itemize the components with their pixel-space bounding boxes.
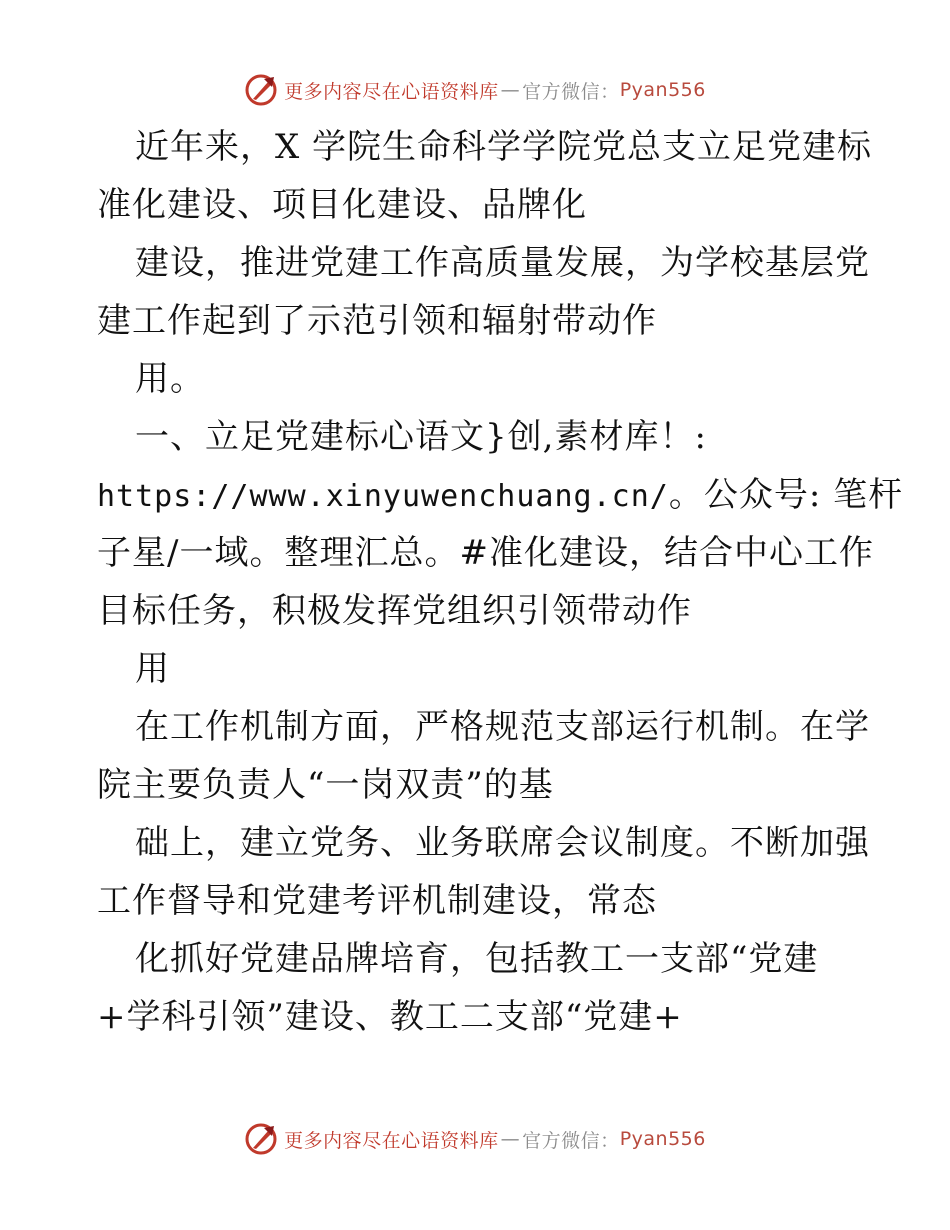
- section-heading-line: 一、立足党建标心语文}创,素材库！:: [135, 417, 707, 457]
- banner-wechat-label: 官方微信：: [522, 1129, 620, 1152]
- paragraph-line: 化抓好党建品牌培育，包括教工一支部“党建: [135, 939, 819, 979]
- header-banner: [0, 70, 950, 110]
- banner-separator: —: [500, 1128, 521, 1150]
- banner-wechat-label: 官方微信：: [522, 80, 620, 103]
- paragraph-line: 院主要负责人“一岗双责”的基: [97, 765, 554, 805]
- paragraph-line: 近年来，X 学院生命科学学院党总支立足党建标: [135, 127, 873, 167]
- paragraph-line: 建设，推进党建工作高质量发展，为学校基层党: [135, 243, 870, 283]
- paragraph-line: 础上，建立党务、业务联席会议制度。不断加强: [135, 823, 870, 863]
- banner-wechat-id: Pyan556: [619, 1128, 706, 1150]
- document-body: [97, 118, 904, 1046]
- paragraph-line: 用: [135, 649, 170, 689]
- banner-wechat-id: Pyan556: [619, 79, 706, 101]
- paragraph-line: 在工作机制方面，严格规范支部运行机制。在学: [135, 707, 870, 747]
- footer-banner: [0, 1119, 950, 1159]
- wechat-account-text: 。公众号: 笔杆: [668, 475, 904, 515]
- paragraph-line: +学科引领”建设、教工二支部“党建+: [97, 997, 683, 1037]
- paragraph-line: 目标任务，积极发挥党组织引领带动作: [97, 591, 692, 631]
- paragraph-line: 工作督导和党建考评机制建设，常态: [97, 881, 657, 921]
- quill-pen-logo-icon: [244, 73, 278, 107]
- paragraph-line: 建工作起到了示范引领和辐射带动作: [97, 301, 657, 341]
- url-line: [97, 466, 904, 524]
- paragraph-line: 用。: [135, 359, 205, 399]
- quill-pen-logo-icon: [244, 1122, 278, 1156]
- website-url: https://www.xinyuwenchuang.cn/: [97, 479, 669, 514]
- paragraph-line: 子星/一域。整理汇总。#准化建设，结合中心工作: [97, 533, 874, 573]
- banner-main-text: 更多内容尽在心语资料库: [284, 1129, 499, 1152]
- paragraph-line: 准化建设、项目化建设、品牌化: [97, 185, 587, 225]
- banner-main-text: 更多内容尽在心语资料库: [284, 80, 499, 103]
- banner-separator: —: [500, 79, 521, 101]
